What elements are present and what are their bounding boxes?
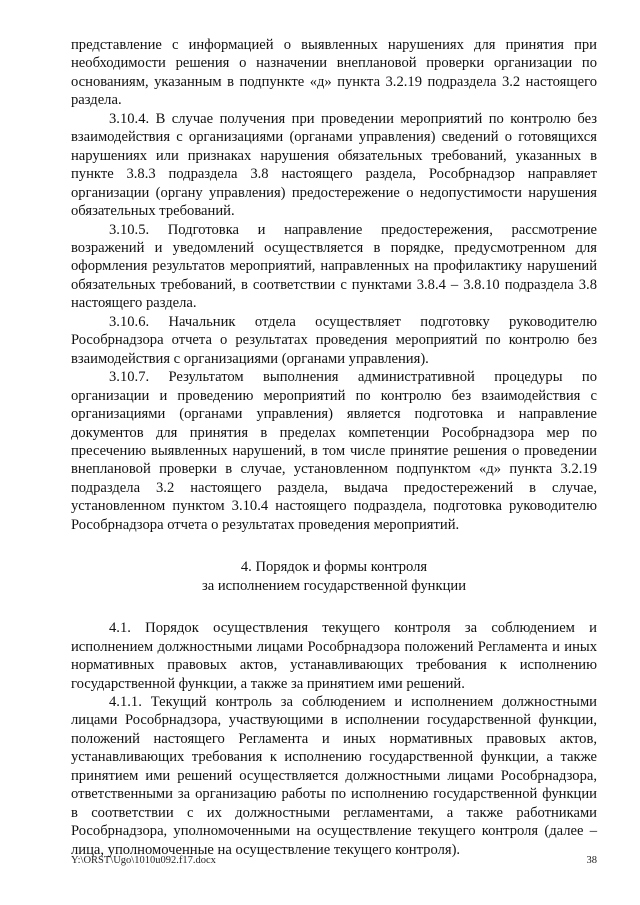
document-page: [71, 36, 597, 859]
footer-file-path: Y:\ORST\Ugo\1010u092.f17.docx: [71, 855, 216, 866]
paragraph-3-10-7: 3.10.7. Результатом выполнения административной процедуры по организации и проведению мероприятий по контролю без взаимодействия с организациями (органами управления) является подготовка и направление документов для принятия в пределах компетенции Рособрнадзора мер по пресечению выявленных нарушений, в том числе принятие решения о проведении внеплановой проверки в случае, установленном подпунктом «д» пункта 3.2.19 подраздела 3.2 настоящего раздела, выдача предостережений в случае, установленном пунктом 3.10.4 настоящего подраздела, подготовка руководителю Рособрнадзора отчета о результатах проведения мероприятий.: [71, 369, 597, 533]
paragraph-3-10-4: 3.10.4. В случае получения при проведении мероприятий по контролю без взаимодействия с организациями (органами управления) сведений о готовящихся нарушениях или признаках нарушения обязательных требований, указанных в пункте 3.8.3 подраздела 3.8 настоящего раздела, Рособрнадзор направляет организации (органу управления) предостережение о недопустимости нарушения обязательных требований.: [71, 110, 597, 220]
paragraph-continuation: представление с информацией о выявленных нарушениях для принятия при необходимости решения о назначении внеплановой проверки организации по основаниям, указанным в подпункте «д» пункта 3.2.19 подраздела 3.2 настоящего раздела.: [71, 37, 597, 109]
footer-page-number: 38: [586, 855, 597, 866]
paragraph-4-1-1: 4.1.1. Текущий контроль за соблюдением и исполнением должностными лицами Рособрнадзора, участвующими в исполнении государственной функции, положений настоящего Регламента и иных нормативных правовых актов, устанавливающих требования к исполнению государственной функции, а также принятием ими решений осуществляется должностными лицами Рособрнадзора, ответственными за организацию работы по исполнению государственной функции в соответствии с их должностными регламентами, а также работниками Рособрнадзора, уполномоченными на осуществление текущего контроля (далее – лица, уполномоченные на осуществление текущего контроля).: [71, 693, 597, 858]
paragraph-3-10-6: 3.10.6. Начальник отдела осуществляет подготовку руководителю Рособрнадзора отчета о результатах проведения мероприятий по контролю без взаимодействия с организациями (органами управления).: [71, 313, 597, 367]
section-heading-line-2: за исполнением государственной функции: [201, 577, 467, 594]
section-heading-line-1: 4. Порядок и формы контроля: [240, 559, 428, 576]
paragraph-4-1: 4.1. Порядок осуществления текущего контроля за соблюдением и исполнением должностными лицами Рособрнадзора положений Регламента и иных нормативных правовых актов, устанавливающих требования к исполнению государственной функции, а также за принятием ими решений.: [71, 620, 597, 692]
section-heading: [71, 558, 597, 595]
paragraph-3-10-5: 3.10.5. Подготовка и направление предостережения, рассмотрение возражений и уведомлений осуществляется в порядке, предусмотренном для оформления результатов мероприятий, направленных на профилактику нарушений обязательных требований, в соответствии с пунктами 3.8.4 – 3.8.10 подраздела 3.8 настоящего раздела.: [71, 221, 597, 312]
